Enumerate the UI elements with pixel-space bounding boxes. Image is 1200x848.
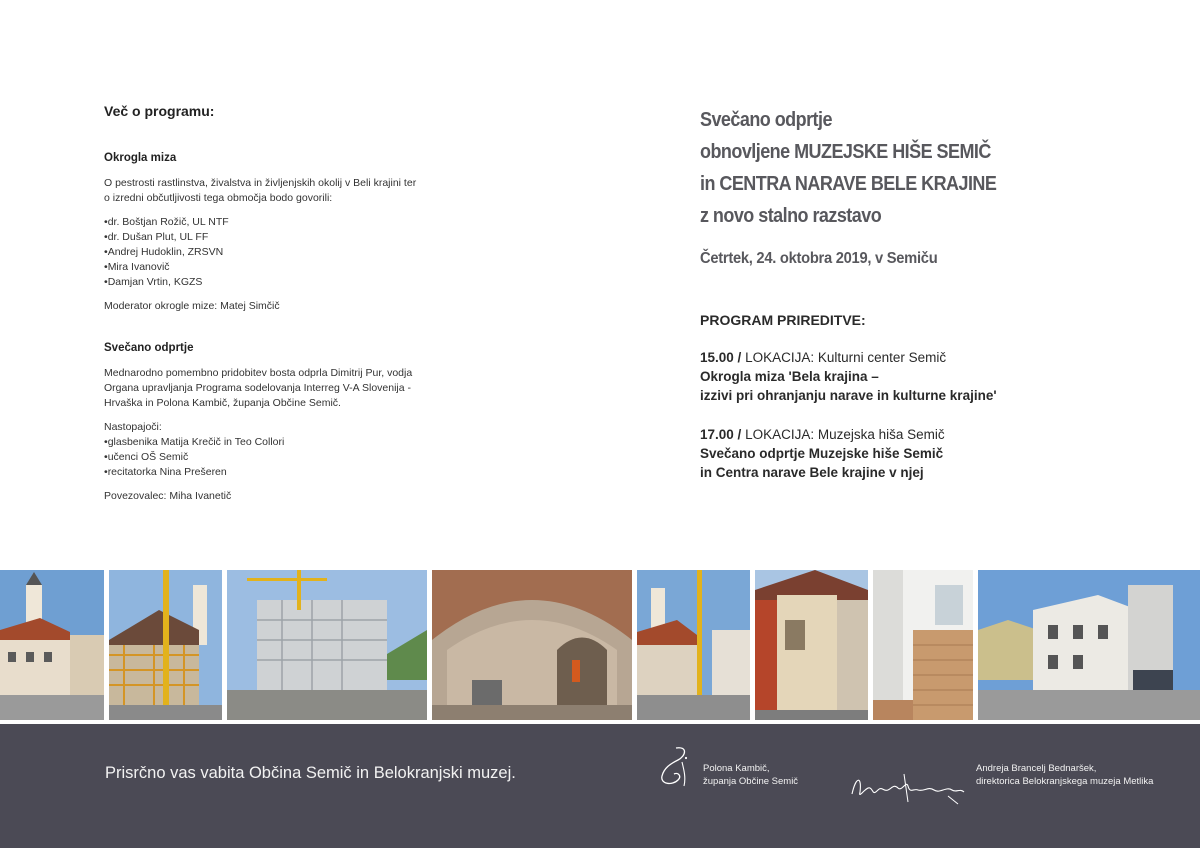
list-item: • dr. Dušan Plut, UL FF [104,230,424,245]
event-location: LOKACIJA: Muzejska hiša Semič [745,427,945,442]
signer-name: Andreja Brancelj Bednaršek, [976,763,1097,774]
performers-label: Nastopajoči: [104,421,162,433]
event-title-line: in CENTRA NARAVE BELE KRAJINE [700,173,997,195]
photo-vaulted-cellar [432,570,632,720]
footer [0,724,1200,848]
opening-intro: Mednarodno pomembno pridobitev bosta odprla Dimitrij Pur, vodja Organa upravljanja Programa sodelovanja Interreg V-A Slovenija - Hrvaška in Polona Kambič, županja Občine Semič. [104,367,413,409]
invitation-text: Prisrčno vas vabita Občina Semič in Belokranjski muzej. [105,764,516,782]
list-item: • Damjan Vrtin, KGZS [104,275,424,290]
performer-list [104,435,424,480]
list-item: • Andrej Hudoklin, ZRSVN [104,245,424,260]
program-details-heading: Več o programu: [104,103,215,119]
list-item: • glasbenika Matija Krečič in Teo Collori [104,435,424,450]
signer-brancelj [976,762,1153,788]
event-title-line: obnovljene MUZEJSKE HIŠE SEMIČ [700,141,991,163]
event-item-opening [700,425,1160,482]
signer-name: Polona Kambič, [703,763,770,774]
event-title-line: z novo stalno razstavo [700,205,882,227]
photo-museum-house [978,570,1200,720]
signer-role: županja Občine Semič [703,776,799,787]
photo-staircase [873,570,973,720]
event-name-line: izzivi pri ohranjanju narave in kulturne krajine' [700,388,997,403]
signature-brancelj [848,766,968,806]
list-item: • Mira Ivanovič [104,260,424,275]
speaker-list [104,215,424,290]
event-name-line: Okrogla miza 'Bela krajina – [700,369,879,384]
list-item: • učenci OŠ Semič [104,450,424,465]
list-item: • dr. Boštjan Rožič, UL NTF [104,215,424,230]
opening-host: Povezovalec: Miha Ivanetič [104,490,232,502]
signer-role: direktorica Belokranjskega muzeja Metlika [976,776,1154,787]
signer-kambic [703,762,798,788]
photo-construction-site [227,570,427,720]
photo-wooden-facade [755,570,868,720]
roundtable-intro: O pestrosti rastlinstva, živalstva in življenjskih okolij v Beli krajini ter o izredni občutljivosti tega območja bodo govorili: [104,177,417,204]
opening-heading: Svečano odprtje [104,342,194,354]
photo-church-crane [637,570,750,720]
event-time: 17.00 / [700,427,742,442]
event-announcement [700,104,1160,482]
event-location: LOKACIJA: Kulturni center Semič [745,350,947,365]
event-time: 15.00 / [700,350,742,365]
roundtable-heading: Okrogla miza [104,152,177,164]
photo-church-street [0,570,104,720]
event-title-line: Svečano odprtje [700,109,832,131]
event-item-roundtable [700,348,1160,405]
event-date: Četrtek, 24. oktobra 2019, v Semiču [700,250,938,267]
program-heading: PROGRAM PRIREDITVE: [700,312,866,328]
photo-strip [0,570,1200,720]
photo-scaffold-crane [109,570,222,720]
program-details [104,104,424,513]
roundtable-moderator: Moderator okrogle mize: Matej Simčič [104,300,280,312]
signature-kambic [658,744,698,788]
event-name-line: Svečano odprtje Muzejske hiše Semič [700,446,944,461]
event-name-line: in Centra narave Bele krajine v njej [700,465,924,480]
list-item: • recitatorka Nina Prešeren [104,465,424,480]
